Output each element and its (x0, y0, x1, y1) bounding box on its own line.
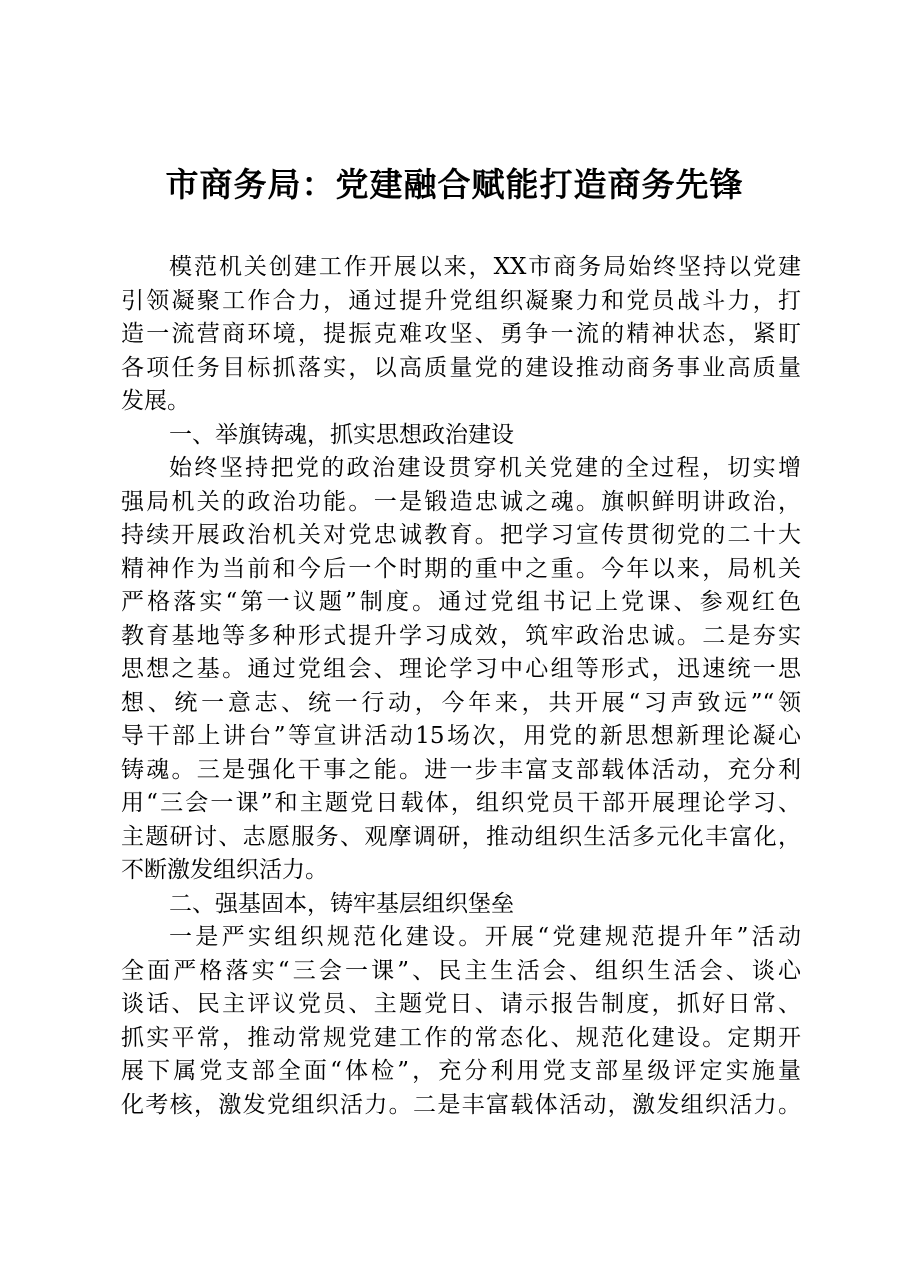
text-line: 抓实平常，推动常规党建工作的常态化、规范化建设。定期开 (121, 1024, 801, 1051)
text-line: 主题研讨、志愿服务、观摩调研，推动组织生活多元化丰富化， (121, 823, 801, 850)
text-line: 铸魂。三是强化干事之能。进一步丰富支部载体活动，充分利 (121, 756, 801, 783)
text-line: 教育基地等多种形式提升学习成效，筑牢政治忠诚。二是夯实 (121, 622, 801, 649)
text-line: 思想之基。通过党组会、理论学习中心组等形式，迅速统一思 (121, 656, 801, 682)
text-line: 用“三会一课”和主题党日载体，组织党员干部开展理论学习、 (121, 790, 801, 816)
text-line: 想、统一意志、统一行动，今年来，共开展“习声致远”“领 (121, 689, 801, 716)
text-line: 全面严格落实“三会一课”、民主生活会、组织生活会、谈心 (121, 957, 801, 984)
text-line: 一是严实组织规范化建设。开展“党建规范提升年”活动 (169, 924, 801, 950)
text-line: 各项任务目标抓落实，以高质量党的建设推动商务事业高质量 (121, 354, 801, 381)
text-line: 化考核，激发党组织活力。二是丰富载体活动，激发组织活力。 (121, 1091, 801, 1118)
text-line: 造一流营商环境，提振克难攻坚、勇争一流的精神状态，紧盯 (121, 321, 801, 347)
text-line: 模范机关创建工作开展以来，XX市商务局始终坚持以党建 (169, 254, 801, 280)
text-line: 谈话、民主评议党员、主题党日、请示报告制度，抓好日常、 (121, 991, 801, 1017)
document-body (121, 251, 801, 1122)
text-line: 展下属党支部全面“体检”，充分利用党支部星级评定实施量 (121, 1058, 801, 1084)
section-heading: 二、强基固本，铸牢基层组织堡垒 (169, 890, 514, 917)
text-line: 始终坚持把党的政治建设贯穿机关党建的全过程，切实增 (169, 455, 801, 481)
text-line: 发展。 (121, 388, 190, 414)
text-line: 导干部上讲台”等宣讲活动15场次，用党的新思想新理论凝心 (121, 723, 801, 749)
text-line: 严格落实“第一议题”制度。通过党组书记上党课、参观红色 (121, 589, 801, 615)
text-line: 精神作为当前和今后一个时期的重中之重。今年以来，局机关 (121, 555, 801, 582)
section-heading: 一、举旗铸魂，抓实思想政治建设 (169, 421, 514, 448)
document-title: 市商务局：党建融合赋能打造商务先锋 (165, 165, 744, 204)
text-line: 引领凝聚工作合力，通过提升党组织凝聚力和党员战斗力，打 (121, 287, 801, 314)
text-line: 持续开展政治机关对党忠诚教育。把学习宣传贯彻党的二十大 (121, 522, 801, 548)
text-line: 不断激发组织活力。 (121, 857, 328, 883)
text-line: 强局机关的政治功能。一是锻造忠诚之魂。旗帜鲜明讲政治， (121, 488, 801, 515)
